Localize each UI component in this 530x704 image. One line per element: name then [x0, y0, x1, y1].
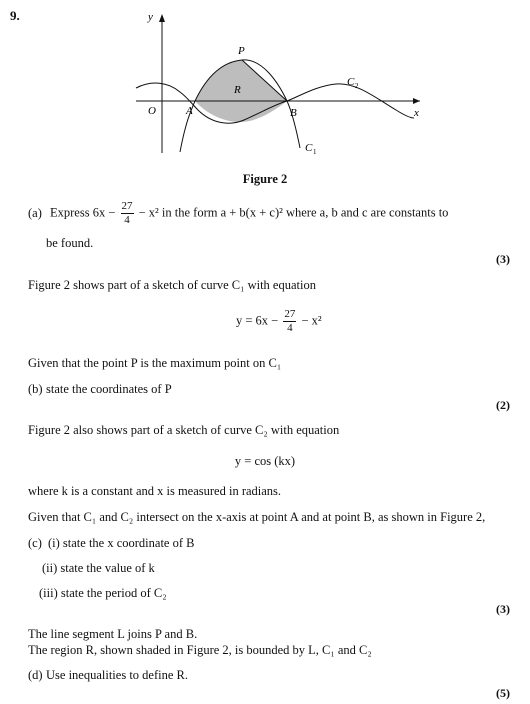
part-c-iii: (iii) state the period of C₂: [39, 586, 167, 600]
part-a-label: (a): [28, 206, 42, 220]
part-a-fraction: [121, 201, 134, 226]
part-d-label: (d): [28, 668, 43, 682]
label-a: A: [186, 105, 193, 117]
part-a-continuation: be found.: [46, 236, 94, 250]
part-d-marks: (5): [496, 686, 510, 700]
eq-c1-fraction: [283, 309, 296, 334]
part-d-text: Use inequalities to define R.: [46, 668, 188, 682]
y-axis-arrow: [159, 14, 165, 22]
equation-c2: y = cos (kx): [234, 454, 296, 468]
eq-c1-num: 27: [284, 308, 296, 320]
label-c1: C: [305, 142, 313, 154]
part-a-frac-num: 27: [121, 200, 133, 212]
intro-c1-text: Figure 2 shows part of a sketch of curve C₁ with equation: [28, 278, 316, 292]
part-c-ii: (ii) state the value of k: [42, 561, 155, 575]
part-b-text: state the coordinates of P: [46, 382, 172, 396]
where-k-text: where k is a constant and x is measured in radians.: [28, 484, 282, 498]
part-a-marks: (3): [496, 252, 510, 266]
label-b: B: [290, 107, 297, 119]
part-b-label: (b): [28, 382, 43, 396]
given-ab-text: Given that C₁ and C₂ intersect on the x-axis at point A and at point B, as shown in Figure 2,: [28, 510, 486, 524]
given-p-text: Given that the point P is the maximum point on C₁: [28, 356, 282, 370]
label-x: x: [414, 107, 419, 119]
question-number: 9.: [10, 8, 20, 23]
label-y: y: [148, 11, 153, 23]
eq-c1-post: − x²: [301, 313, 322, 328]
part-c-marks: (3): [496, 602, 510, 616]
figure-caption: Figure 2: [242, 172, 288, 186]
figure-2-graph: [0, 0, 530, 165]
equation-c1: [236, 309, 322, 334]
part-b-marks: (2): [496, 398, 510, 412]
part-c-label: (c): [28, 536, 42, 550]
label-c2-sub: 2: [355, 82, 359, 90]
region-r-text: The region R, shown shaded in Figure 2, is bounded by L, C₁ and C₂: [28, 643, 372, 657]
part-a-frac-den: 4: [124, 214, 130, 226]
eq-c1-pre: y = 6x −: [236, 313, 279, 328]
region-r-shading: [195, 60, 287, 122]
line-l-text: The line segment L joins P and B.: [28, 627, 198, 641]
intro-c2-text: Figure 2 also shows part of a sketch of curve C₂ with equation: [28, 423, 340, 437]
part-a-pre: Express 6x −: [50, 205, 116, 220]
label-r: R: [234, 84, 241, 96]
x-axis-arrow: [413, 98, 420, 104]
label-c2: C: [347, 76, 355, 88]
part-a-post: − x² in the form a + b(x + c)² where a, b and c are constants to: [138, 205, 449, 220]
part-a-text: [50, 201, 448, 226]
label-c1-sub: 1: [313, 148, 317, 156]
label-o: O: [148, 105, 156, 117]
eq-c1-den: 4: [287, 322, 293, 334]
part-c-i: (i) state the x coordinate of B: [48, 536, 195, 550]
label-p: P: [238, 45, 245, 57]
